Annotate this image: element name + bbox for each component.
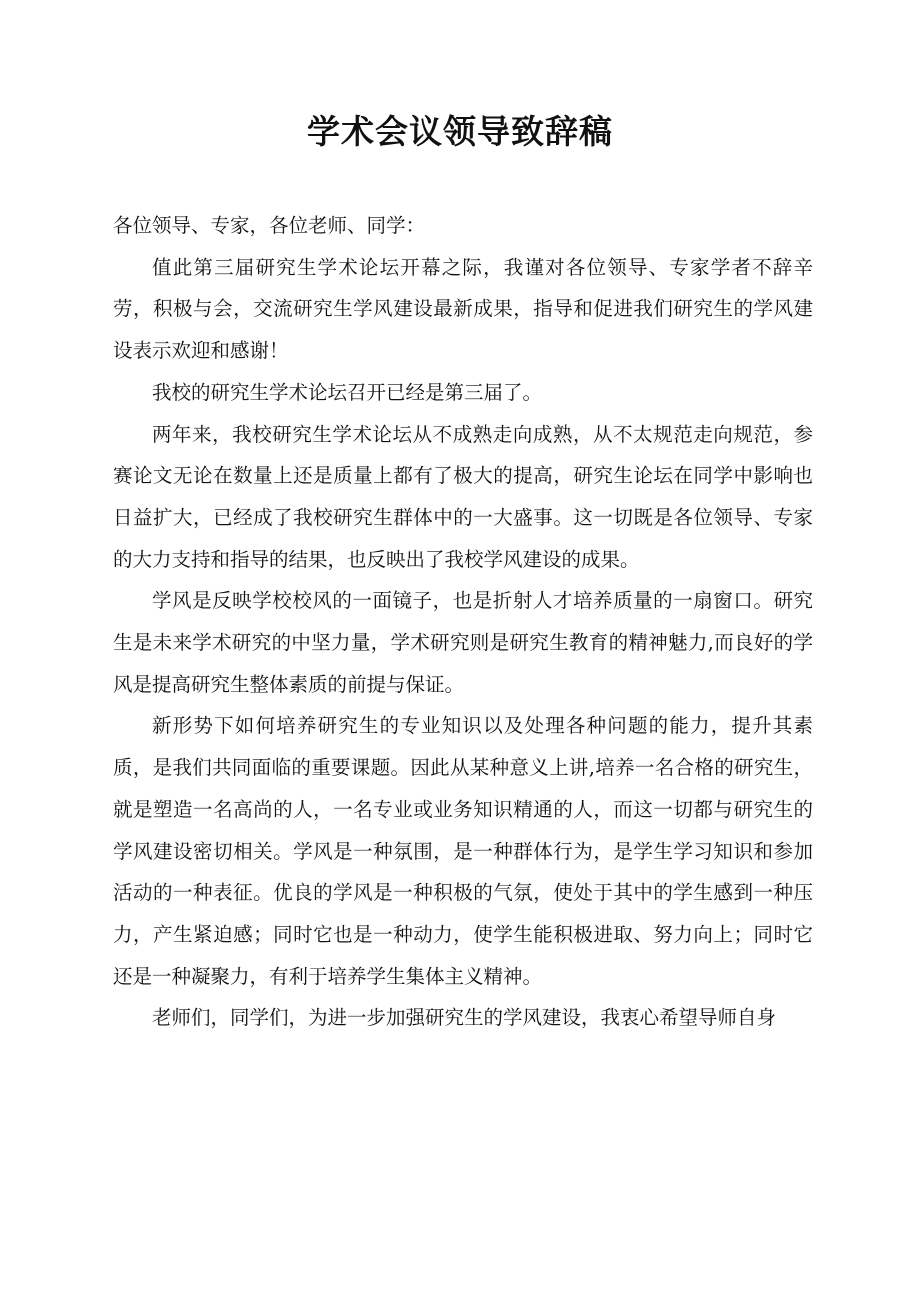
document-title: 学术会议领导致辞稿: [307, 112, 613, 151]
paragraph: 值此第三届研究生学术论坛开幕之际，我谨对各位领导、专家学者不辞辛劳，积极与会，交流研究生学风建设最新成果，指导和促进我们研究生的学风建设表示欢迎和感谢！: [113, 255, 813, 363]
paragraph: 学风是反映学校校风的一面镜子，也是折射人才培养质量的一扇窗口。研究生是未来学术研究的中坚力量，学术研究则是研究生教育的精神魅力,而良好的学风是提高研究生整体素质的前提与保证。: [113, 589, 813, 696]
paragraph: 新形势下如何培养研究生的专业知识以及处理各种问题的能力，提升其素质，是我们共同面临的重要课题。因此从某种意义上讲,培养一名合格的研究生，就是塑造一名高尚的人，一名专业或业务知识精通的人，而这一切都与研究生的学风建设密切相关。学风是一种氛围，是一种群体行为，是学生学习知识和参加活动的一种表征。优良的学风是一种积极的气氛，使处于其中的学生感到一种压力，产生紧迫感；同时它也是一种动力，使学生能积极进取、努力向上；同时它还是一种凝聚力，有利于培养学生集体主义精神。: [113, 714, 813, 988]
paragraph: 我校的研究生学术论坛召开已经是第三届了。: [152, 380, 543, 404]
paragraph: 两年来，我校研究生学术论坛从不成熟走向成熟，从不太规范走向规范，参赛论文无论在数量上还是质量上都有了极大的提高，研究生论坛在同学中影响也日益扩大，已经成了我校研究生群体中的一大盛事。这一切既是各位领导、专家的大力支持和指导的结果，也反映出了我校学风建设的成果。: [113, 422, 813, 571]
document-body: [113, 205, 813, 1039]
salutation: 各位领导、专家，各位老师、同学：: [113, 214, 426, 237]
paragraph: 老师们，同学们，为进一步加强研究生的学风建设，我衷心希望导师自身: [152, 1006, 777, 1030]
